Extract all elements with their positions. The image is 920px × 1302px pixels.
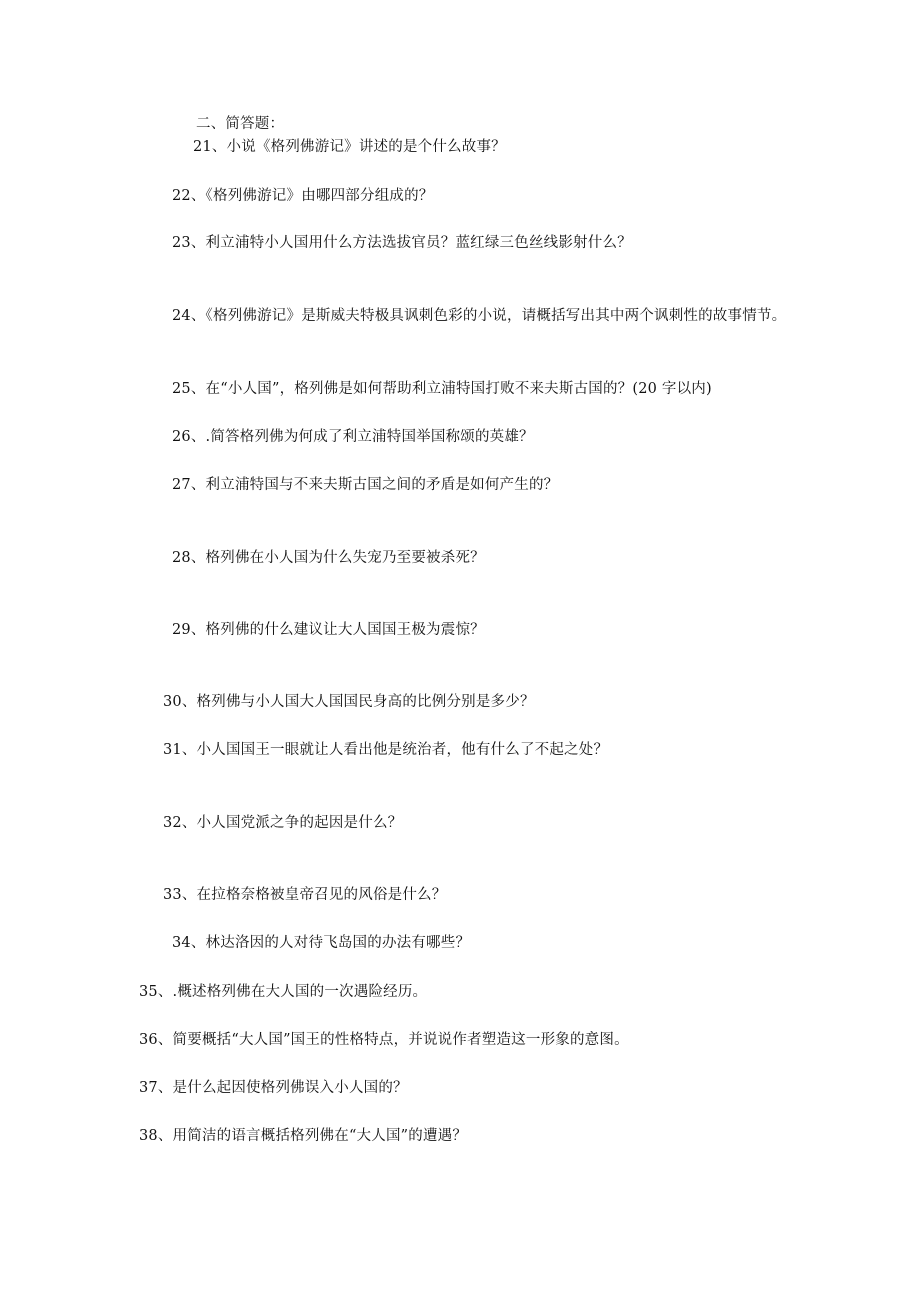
question-29: 29、格列佛的什么建议让大人国国王极为震惊？	[172, 622, 485, 638]
question-27: 27、利立浦特国与不来夫斯古国之间的矛盾是如何产生的？	[172, 477, 559, 493]
question-31: 31、小人国国王一眼就让人看出他是统治者，他有什么了不起之处？	[163, 742, 609, 758]
question-25: 25、在“小人国”，格列佛是如何帮助利立浦特国打败不来夫斯古国的？(20 字以内)	[172, 381, 712, 397]
question-35: 35、.概述格列佛在大人国的一次遇险经历。	[139, 984, 428, 1000]
question-23: 23、利立浦特小人国用什么方法选拔官员？蓝红绿三色丝线影射什么？	[172, 235, 632, 251]
question-30: 30、格列佛与小人国大人国国民身高的比例分别是多少？	[163, 694, 535, 710]
question-21: 21、小说《格列佛游记》讲述的是个什么故事？	[193, 139, 506, 155]
section-heading: 二、简答题：	[196, 116, 285, 132]
question-34: 34、林达洛因的人对待飞岛国的办法有哪些？	[172, 935, 471, 951]
question-37: 37、是什么起因使格列佛误入小人国的？	[139, 1080, 408, 1096]
question-24: 24、《格列佛游记》是斯威夫特极具讽刺色彩的小说，请概括写出其中两个讽刺性的故事情节。	[172, 308, 787, 324]
question-26: 26、.简答格列佛为何成了利立浦特国举国称颂的英雄？	[172, 429, 534, 445]
question-32: 32、小人国党派之争的起因是什么？	[163, 815, 403, 831]
question-36: 36、简要概括“大人国”国王的性格特点，并说说作者塑造这一形象的意图。	[139, 1032, 629, 1048]
question-28: 28、格列佛在小人国为什么失宠乃至要被杀死？	[172, 550, 485, 566]
question-22: 22、《格列佛游记》由哪四部分组成的？	[172, 188, 434, 204]
question-38: 38、用简洁的语言概括格列佛在“大人国”的遭遇？	[139, 1128, 468, 1144]
question-33: 33、在拉格奈格被皇帝召见的风俗是什么？	[163, 887, 447, 903]
